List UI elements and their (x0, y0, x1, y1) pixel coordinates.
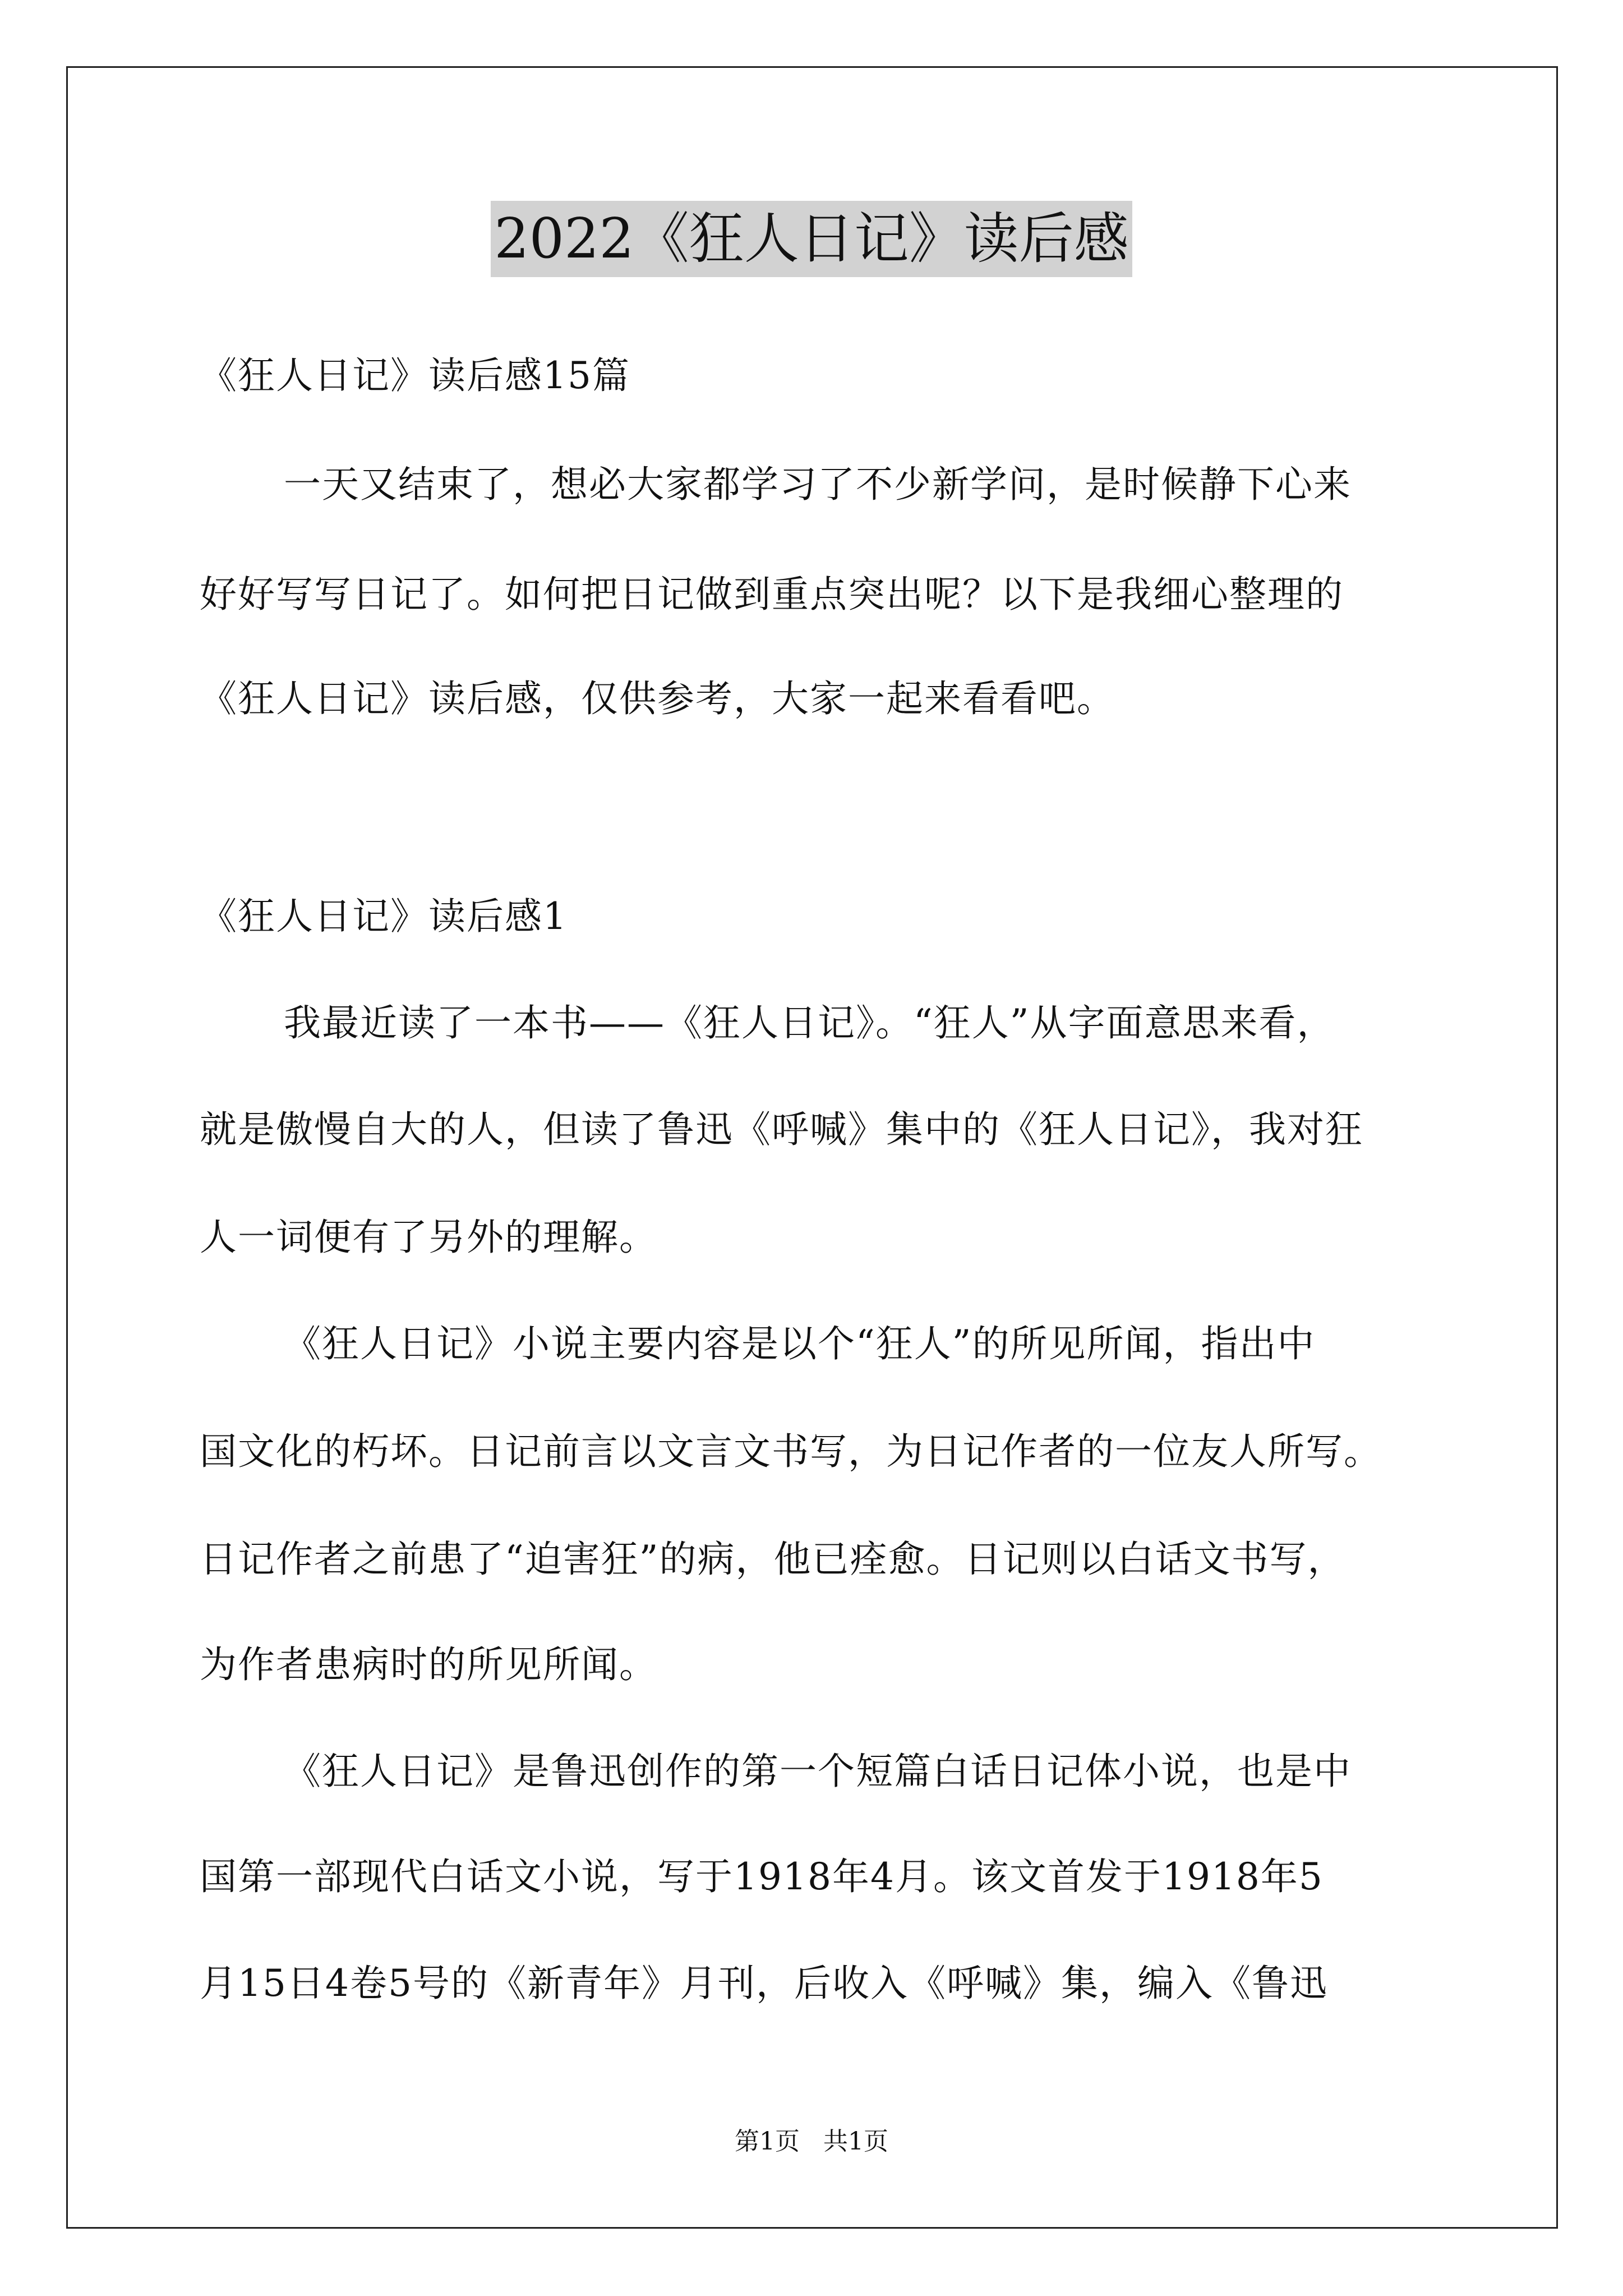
intro-line-3: 《狂人日记》读后感，仅供参考，大家一起来看看吧。 (200, 677, 1115, 720)
paragraph3-line-3: 月15日4卷5号的《新青年》月刊，后收入《呼喊》集，编入《鲁迅 (200, 1962, 1328, 2005)
paragraph2-line-2: 国文化的朽坏。日记前言以文言文书写，为日记作者的一位友人所写。 (200, 1430, 1382, 1473)
paragraph1-line-1: 我最近读了一本书——《狂人日记》。“狂人”从字面意思来看， (284, 1001, 1335, 1045)
title-container (0, 201, 1623, 277)
paragraph3-line-1: 《狂人日记》是鲁迅创作的第一个短篇白话日记体小说，也是中 (284, 1750, 1352, 1793)
paragraph2-line-3: 日记作者之前患了“迫害狂”的病，他已痊愈。日记则以白话文书写， (200, 1538, 1346, 1581)
page-footer: 第1页 共1页 (735, 2127, 888, 2156)
document-title: 2022《狂人日记》读后感 (491, 201, 1132, 277)
paragraph1-line-3: 人一词便有了另外的理解。 (200, 1216, 657, 1259)
subtitle: 《狂人日记》读后感15篇 (200, 354, 630, 397)
paragraph3-line-2: 国第一部现代白话文小说，写于1918年4月。该文首发于1918年5 (200, 1855, 1324, 1898)
paragraph2-line-4: 为作者患病时的所见所闻。 (200, 1643, 657, 1686)
intro-line-2: 好好写写日记了。如何把日记做到重点突出呢？以下是我细心整理的 (200, 573, 1344, 616)
paragraph2-line-1: 《狂人日记》小说主要内容是以个“狂人”的所见所闻，指出中 (284, 1322, 1316, 1365)
section-heading: 《狂人日记》读后感1 (200, 895, 568, 938)
intro-line-1: 一天又结束了，想必大家都学习了不少新学问，是时候静下心来 (284, 463, 1352, 506)
paragraph1-line-2: 就是傲慢自大的人，但读了鲁迅《呼喊》集中的《狂人日记》，我对狂 (200, 1108, 1363, 1151)
